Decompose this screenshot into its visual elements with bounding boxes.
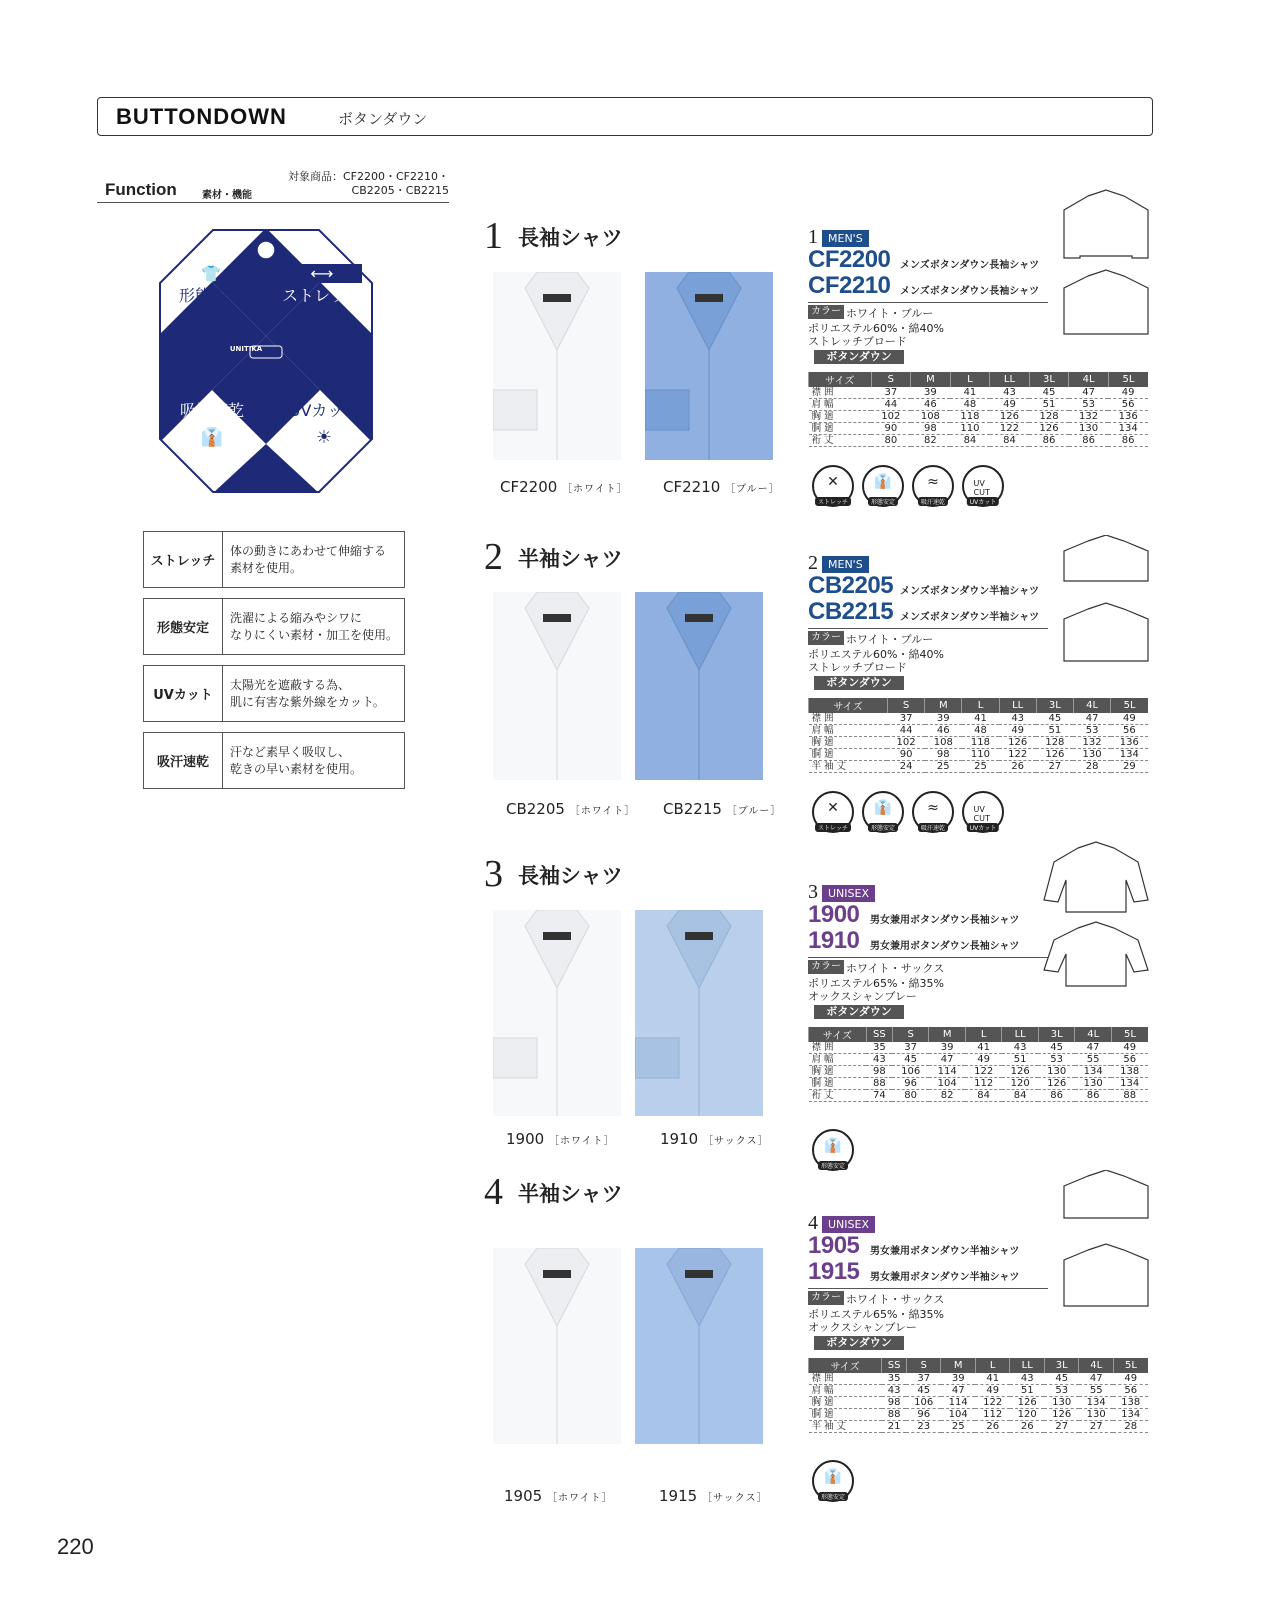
caption-4a: 1905 ［ホワイト］ [504, 1487, 613, 1505]
keitai-shirt-icon: 👔 形態安定 [812, 1460, 854, 1502]
shirt-photo-white-long-unisex [493, 910, 621, 1116]
keitai-shirt-icon: 👔 形態安定 [862, 791, 904, 833]
spec-panel-3: 3 UNISEX 1900 男女兼用ボタンダウン長袖シャツ 1910 男女兼用ボタンダウン長袖シャツ カラー ホワイト・サックス ポリエステル65%・綿35% オックスシャンブレー ボタンダウン サイズ SS S M L LL 3L 4L 5L 襟囲 35 37 39 41 43 45 47 49 肩幅 43 45 47 49 51 53 55 56 胸廻 98 106 114 122 126 130 134 138 胴廻 88 96 104 112 120 126 130 134 裄丈 74 80 82 84 84 86 86 88 👔 形態安定 [808, 881, 1153, 1181]
shirt-line-drawing-3 [1040, 840, 1152, 990]
quick-dry-icon: ≈ 吸汗速乾 [912, 465, 954, 507]
section-1-number: 1 [484, 215, 503, 257]
caption-2a: CB2205 ［ホワイト］ [506, 800, 636, 818]
tag-feature-uv: UVカット ☀ [282, 398, 366, 448]
tag-feature-keitai: 👕 形態安定 [172, 264, 250, 306]
section-3-title: 長袖シャツ [518, 864, 623, 888]
caption-2b: CB2215 ［ブルー］ [663, 800, 782, 818]
function-box-kyukan: 吸汗速乾 汗など素早く吸収し、 乾きの早い素材を使用。 [143, 732, 405, 789]
function-target-products: 対象商品：CF2200・CF2210・ CB2205・CB2215 [287, 170, 449, 197]
uv-cut-icon: UV CUT UVカット [962, 791, 1004, 833]
shirt-icon: 👕 [201, 264, 221, 283]
section-4-title: 半袖シャツ [518, 1182, 623, 1206]
header-subtitle: ボタンダウン [338, 110, 428, 128]
shirt-line-drawing-1 [1060, 188, 1152, 338]
section-2-number: 2 [484, 536, 503, 578]
badge-unisex: UNISEX [822, 1216, 875, 1233]
caption-1b: CF2210 ［ブルー］ [663, 478, 780, 496]
section-4-number: 4 [484, 1171, 503, 1213]
spec-panel-1: 1 MEN'S CF2200 メンズボタンダウン長袖シャツ CF2210 メンズボタンダウン長袖シャツ カラー ホワイト・ブルー ポリエステル60%・綿40% ストレッチブロード ボタンダウン サイズ S M L LL 3L 4L 5L 襟囲 37 39 41 43 45 47 49 肩幅 44 46 48 49 51 53 56 胸廻 102 108 118 126 128 132 136 胴廻 90 98 110 122 126 130 134 裄丈 80 82 84 84 86 86 86 ✕ ストレッチ 👔 形態安定 ≈ 吸汗速乾 UV CUT UVカット [808, 226, 1153, 516]
size-table-1: サイズ S M L LL 3L 4L 5L 襟囲 37 39 41 43 45 47 49 肩幅 44 46 48 49 51 53 56 胸廻 102 108 118 126 128 132 136 胴廻 90 98 110 122 126 130 134 裄丈 80 82 84 84 86 86 86 [808, 372, 1148, 447]
page-number: 220 [57, 1534, 94, 1559]
shirt-photo-blue-short [635, 592, 763, 780]
header-bar [97, 97, 1153, 136]
tag-feature-stretch: ⟷ ストレッチ [282, 264, 362, 305]
section-3-number: 3 [484, 853, 503, 895]
stretch-icon: ✕ ストレッチ [812, 465, 854, 507]
function-box-keitai: 形態安定 洗濯による縮みやシワに なりにくい素材・加工を使用。 [143, 598, 405, 655]
caption-3a: 1900 ［ホワイト］ [506, 1130, 615, 1148]
caption-4b: 1915 ［サックス］ [659, 1487, 768, 1505]
stretch-arrow-icon: ⟷ [282, 264, 362, 283]
function-subtitle: 素材・機能 [202, 190, 252, 201]
sun-uv-icon: ☀ [315, 427, 333, 448]
section-2-title: 半袖シャツ [518, 547, 623, 571]
shirt-photo-sax-long-unisex [635, 910, 763, 1116]
header-title: BUTTONDOWN [116, 104, 287, 129]
stretch-icon: ✕ ストレッチ [812, 791, 854, 833]
uv-cut-icon: UV CUT UVカット [962, 465, 1004, 507]
keitai-shirt-icon: 👔 形態安定 [862, 465, 904, 507]
shirt-line-drawing-4 [1060, 1170, 1152, 1310]
section-1-title: 長袖シャツ [518, 226, 623, 250]
function-box-uv: UVカット 太陽光を遮蔽する為、 肌に有害な紫外線をカット。 [143, 665, 405, 722]
keitai-shirt-icon: 👔 形態安定 [812, 1129, 854, 1171]
function-title: Function [105, 180, 177, 199]
shirt-sweat-icon: 👔 [200, 427, 224, 448]
shirt-photo-blue-long [645, 272, 773, 460]
badge-unisex: UNISEX [822, 885, 875, 902]
tag-brand: UNITIKA [229, 345, 263, 353]
caption-3b: 1910 ［サックス］ [660, 1130, 769, 1148]
size-table-4: サイズ SS S M L LL 3L 4L 5L 襟囲 35 37 39 41 43 45 47 49 肩幅 43 45 47 49 51 53 55 56 胸廻 98 106 114 122 126 130 134 138 胴廻 88 96 104 112 120 126 130 134 半袖丈 21 23 25 26 26 27 27 28 [808, 1358, 1148, 1433]
shirt-photo-white-long [493, 272, 621, 460]
spec-panel-2: 2 MEN'S CB2205 メンズボタンダウン半袖シャツ CB2215 メンズボタンダウン半袖シャツ カラー ホワイト・ブルー ポリエステル60%・綿40% ストレッチブロード ボタンダウン サイズ S M L LL 3L 4L 5L 襟囲 37 39 41 43 45 47 49 肩幅 44 46 48 49 51 53 56 胸廻 102 108 118 126 128 132 136 胴廻 90 98 110 122 126 130 134 半袖丈 24 25 25 26 27 28 29 ✕ ストレッチ 👔 形態安定 ≈ 吸汗速乾 UV CUT UVカット [808, 552, 1153, 842]
size-table-3: サイズ SS S M L LL 3L 4L 5L 襟囲 35 37 39 41 43 45 47 49 肩幅 43 45 47 49 51 53 55 56 胸廻 98 106 114 122 126 130 134 138 胴廻 88 96 104 112 120 126 130 134 裄丈 74 80 82 84 84 86 86 88 [808, 1027, 1148, 1102]
size-table-2: サイズ S M L LL 3L 4L 5L 襟囲 37 39 41 43 45 47 49 肩幅 44 46 48 49 51 53 56 胸廻 102 108 118 126 128 132 136 胴廻 90 98 110 122 126 130 134 半袖丈 24 25 25 26 27 28 29 [808, 698, 1148, 773]
shirt-photo-white-short [493, 592, 621, 780]
badge-mens: MEN'S [822, 230, 869, 247]
function-box-stretch: ストレッチ 体の動きにあわせて伸縮する 素材を使用。 [143, 531, 405, 588]
caption-1a: CF2200 ［ホワイト］ [500, 478, 628, 496]
tag-brand-sub: MATE [237, 364, 255, 371]
function-heading [97, 172, 449, 203]
badge-mens: MEN'S [822, 556, 869, 573]
tag-feature-kyukan: 吸汗速乾 👔 [172, 398, 252, 448]
shirt-line-drawing-2 [1060, 535, 1152, 665]
shirt-photo-sax-short-unisex [635, 1248, 763, 1444]
shirt-photo-white-short-unisex [493, 1248, 621, 1444]
quick-dry-icon: ≈ 吸汗速乾 [912, 791, 954, 833]
spec-panel-4: 4 UNISEX 1905 男女兼用ボタンダウン半袖シャツ 1915 男女兼用ボタンダウン半袖シャツ カラー ホワイト・サックス ポリエステル65%・綿35% オックスシャンブレー ボタンダウン サイズ SS S M L LL 3L 4L 5L 襟囲 35 37 39 41 43 45 47 49 肩幅 43 45 47 49 51 53 55 56 胸廻 98 106 114 122 126 130 134 138 胴廻 88 96 104 112 120 126 130 134 半袖丈 21 23 25 26 26 27 27 28 👔 形態安定 [808, 1212, 1153, 1512]
